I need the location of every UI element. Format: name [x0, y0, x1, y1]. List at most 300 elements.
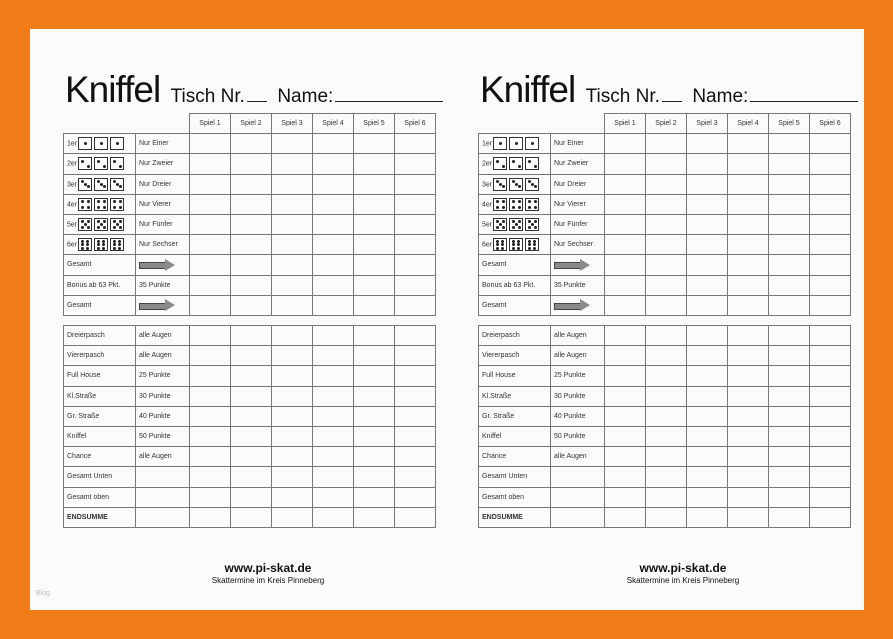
- lower-score-cell[interactable]: [605, 326, 646, 346]
- footer-subtitle: Skattermine im Kreis Pinneberg: [626, 576, 740, 585]
- lower-score-cell[interactable]: [810, 346, 851, 366]
- lower-row: [479, 366, 851, 386]
- upper-score-cell[interactable]: [354, 134, 395, 154]
- gesamt-total-score-cell[interactable]: [646, 295, 687, 315]
- lower-score-cell[interactable]: [646, 366, 687, 386]
- upper-score-cell[interactable]: [231, 154, 272, 174]
- lower-score-cell[interactable]: [354, 447, 395, 467]
- arrow-right-icon: [554, 300, 590, 310]
- lower-score-cell[interactable]: [354, 426, 395, 446]
- lower-category-label: Full House: [479, 366, 551, 386]
- lower-score-cell[interactable]: [313, 406, 354, 426]
- spiel-header-3: Spiel 3: [272, 114, 313, 134]
- upper-score-cell[interactable]: [687, 194, 728, 214]
- endsumme-score-cell[interactable]: [231, 507, 272, 527]
- upper-score-cell[interactable]: [231, 214, 272, 234]
- lower-score-cell[interactable]: [810, 426, 851, 446]
- upper-score-cell[interactable]: [313, 235, 354, 255]
- gesamt-score-cell[interactable]: [687, 255, 728, 275]
- upper-score-cell[interactable]: [728, 134, 769, 154]
- lower-category-label: Kl.Straße: [64, 386, 136, 406]
- upper-score-cell[interactable]: [272, 214, 313, 234]
- lower-score-cell[interactable]: [354, 326, 395, 346]
- lower-score-cell[interactable]: [190, 326, 231, 346]
- gesamt-score-cell[interactable]: [231, 255, 272, 275]
- gesamt-total-score-cell[interactable]: [810, 295, 851, 315]
- gesamt-total-score-cell[interactable]: [605, 295, 646, 315]
- lower-score-cell[interactable]: [313, 426, 354, 446]
- gesamt-total-score-cell[interactable]: [190, 295, 231, 315]
- lower-score-cell[interactable]: [646, 426, 687, 446]
- endsumme-score-cell[interactable]: [605, 507, 646, 527]
- upper-score-cell[interactable]: [687, 174, 728, 194]
- lower-row: [479, 346, 851, 366]
- gesamt-score-cell[interactable]: [190, 255, 231, 275]
- upper-score-cell[interactable]: [395, 214, 436, 234]
- die-3-icon: [525, 178, 539, 191]
- tisch-label: Tisch Nr.: [170, 86, 245, 107]
- bonus-score-cell[interactable]: [313, 275, 354, 295]
- name-blank[interactable]: [750, 101, 858, 102]
- lower-score-cell[interactable]: [395, 326, 436, 346]
- category-desc: Nur Vierer: [551, 194, 605, 214]
- lower-score-cell[interactable]: [231, 346, 272, 366]
- sheet-header: [65, 69, 443, 109]
- lower-score-cell[interactable]: [728, 386, 769, 406]
- upper-score-cell[interactable]: [646, 194, 687, 214]
- upper-score-cell[interactable]: [231, 134, 272, 154]
- upper-score-cell[interactable]: [605, 214, 646, 234]
- upper-score-cell[interactable]: [810, 154, 851, 174]
- upper-score-cell[interactable]: [769, 194, 810, 214]
- lower-score-cell[interactable]: [231, 406, 272, 426]
- die-5-icon: [509, 218, 523, 231]
- lower-score-cell[interactable]: [646, 346, 687, 366]
- lower-score-cell[interactable]: [272, 366, 313, 386]
- endsumme-score-cell[interactable]: [810, 507, 851, 527]
- gesamt-total-row: [64, 295, 436, 315]
- upper-score-cell[interactable]: [769, 235, 810, 255]
- upper-score-cell[interactable]: [646, 134, 687, 154]
- endsumme-score-cell[interactable]: [272, 507, 313, 527]
- lower-score-cell[interactable]: [687, 406, 728, 426]
- lower-score-cell[interactable]: [395, 406, 436, 426]
- score-sheet-left: [63, 29, 473, 610]
- lower-category-desc: 25 Punkte: [136, 366, 190, 386]
- gesamt-total-score-cell[interactable]: [687, 295, 728, 315]
- gesamt-total-score-cell[interactable]: [769, 295, 810, 315]
- upper-score-cell[interactable]: [810, 174, 851, 194]
- lower-score-cell[interactable]: [728, 406, 769, 426]
- bonus-score-cell[interactable]: [810, 275, 851, 295]
- lower-row: [479, 386, 851, 406]
- lower-score-cell[interactable]: [190, 386, 231, 406]
- die-1-icon: [110, 137, 124, 150]
- die-3-icon: [493, 178, 507, 191]
- gesamt-unten-score-cell[interactable]: [769, 467, 810, 487]
- lower-score-cell[interactable]: [190, 447, 231, 467]
- lower-score-cell[interactable]: [687, 426, 728, 446]
- lower-score-cell[interactable]: [810, 366, 851, 386]
- gesamt-oben-score-cell[interactable]: [646, 487, 687, 507]
- die-3-icon: [94, 178, 108, 191]
- lower-score-cell[interactable]: [313, 447, 354, 467]
- endsumme-label: ENDSUMME: [479, 507, 551, 527]
- gesamt-unten-score-cell[interactable]: [395, 467, 436, 487]
- category-desc: Nur Fünfer: [551, 214, 605, 234]
- tisch-blank[interactable]: [662, 101, 682, 102]
- upper-score-cell[interactable]: [605, 174, 646, 194]
- category-desc: Nur Einer: [136, 134, 190, 154]
- upper-score-cell[interactable]: [605, 134, 646, 154]
- upper-score-cell[interactable]: [395, 154, 436, 174]
- lower-score-cell[interactable]: [810, 326, 851, 346]
- endsumme-score-cell[interactable]: [728, 507, 769, 527]
- bonus-score-cell[interactable]: [605, 275, 646, 295]
- lower-score-cell[interactable]: [395, 346, 436, 366]
- endsumme-score-cell[interactable]: [646, 507, 687, 527]
- gesamt-score-cell[interactable]: [354, 255, 395, 275]
- lower-score-cell[interactable]: [687, 326, 728, 346]
- lower-score-cell[interactable]: [810, 447, 851, 467]
- upper-score-cell[interactable]: [728, 194, 769, 214]
- upper-score-cell[interactable]: [687, 235, 728, 255]
- lower-score-cell[interactable]: [646, 406, 687, 426]
- lower-score-cell[interactable]: [728, 346, 769, 366]
- gesamt-unten-score-cell[interactable]: [354, 467, 395, 487]
- category-desc: Nur Vierer: [136, 194, 190, 214]
- lower-score-cell[interactable]: [687, 366, 728, 386]
- upper-score-cell[interactable]: [272, 194, 313, 214]
- name-blank[interactable]: [335, 101, 443, 102]
- lower-score-cell[interactable]: [769, 366, 810, 386]
- lower-score-cell[interactable]: [190, 406, 231, 426]
- lower-score-cell[interactable]: [272, 386, 313, 406]
- gesamt-score-cell[interactable]: [769, 255, 810, 275]
- upper-score-cell[interactable]: [354, 235, 395, 255]
- gesamt-unten-score-cell[interactable]: [231, 467, 272, 487]
- upper-score-cell[interactable]: [646, 174, 687, 194]
- gesamt-oben-score-cell[interactable]: [728, 487, 769, 507]
- sheet-footer: [478, 561, 888, 585]
- lower-score-cell[interactable]: [810, 406, 851, 426]
- lower-score-cell[interactable]: [272, 426, 313, 446]
- lower-score-cell[interactable]: [395, 366, 436, 386]
- bonus-score-cell[interactable]: [769, 275, 810, 295]
- lower-category-label: Full House: [64, 366, 136, 386]
- upper-score-cell[interactable]: [605, 194, 646, 214]
- bonus-score-cell[interactable]: [395, 275, 436, 295]
- bonus-score-cell[interactable]: [728, 275, 769, 295]
- lower-score-cell[interactable]: [231, 326, 272, 346]
- lower-score-cell[interactable]: [728, 447, 769, 467]
- die-1-icon: [509, 137, 523, 150]
- upper-score-cell[interactable]: [190, 134, 231, 154]
- lower-score-cell[interactable]: [231, 386, 272, 406]
- lower-category-label: Dreierpasch: [479, 326, 551, 346]
- endsumme-score-cell[interactable]: [354, 507, 395, 527]
- spiel-header-2: Spiel 2: [231, 114, 272, 134]
- lower-score-cell[interactable]: [190, 426, 231, 446]
- upper-score-cell[interactable]: [395, 194, 436, 214]
- upper-score-cell[interactable]: [728, 214, 769, 234]
- bonus-score-cell[interactable]: [354, 275, 395, 295]
- lower-category-desc: 30 Punkte: [551, 386, 605, 406]
- upper-score-cell[interactable]: [190, 235, 231, 255]
- lower-score-cell[interactable]: [646, 386, 687, 406]
- upper-score-cell[interactable]: [605, 235, 646, 255]
- lower-score-cell[interactable]: [313, 366, 354, 386]
- endsumme-score-cell[interactable]: [395, 507, 436, 527]
- bonus-score-cell[interactable]: [272, 275, 313, 295]
- dice-category-cell: [479, 194, 551, 214]
- endsumme-score-cell[interactable]: [769, 507, 810, 527]
- upper-score-cell[interactable]: [190, 194, 231, 214]
- category-desc: Nur Dreier: [551, 174, 605, 194]
- upper-score-cell[interactable]: [313, 134, 354, 154]
- upper-score-cell[interactable]: [769, 174, 810, 194]
- upper-score-cell[interactable]: [769, 214, 810, 234]
- upper-score-cell[interactable]: [354, 174, 395, 194]
- upper-score-cell[interactable]: [810, 235, 851, 255]
- gesamt-oben-score-cell[interactable]: [687, 487, 728, 507]
- gesamt-oben-score-cell[interactable]: [769, 487, 810, 507]
- lower-score-cell[interactable]: [646, 326, 687, 346]
- spiel-header-row: [64, 114, 436, 134]
- gesamt-label: Gesamt: [64, 295, 136, 315]
- upper-score-cell[interactable]: [231, 194, 272, 214]
- upper-score-cell[interactable]: [272, 154, 313, 174]
- spiel-header-1: Spiel 1: [190, 114, 231, 134]
- lower-score-cell[interactable]: [769, 447, 810, 467]
- die-6-icon: [493, 238, 507, 251]
- category-count: 2er: [67, 160, 78, 168]
- category-count: 6er: [67, 241, 78, 249]
- lower-score-cell[interactable]: [605, 447, 646, 467]
- upper-score-cell[interactable]: [728, 154, 769, 174]
- tisch-blank[interactable]: [247, 101, 267, 102]
- dice-group: [493, 198, 539, 211]
- upper-score-cell[interactable]: [810, 134, 851, 154]
- upper-score-cell[interactable]: [313, 214, 354, 234]
- gesamt-unten-score-cell[interactable]: [728, 467, 769, 487]
- gesamt-unten-score-cell[interactable]: [605, 467, 646, 487]
- upper-score-cell[interactable]: [395, 174, 436, 194]
- upper-score-cell[interactable]: [231, 174, 272, 194]
- endsumme-label: ENDSUMME: [64, 507, 136, 527]
- gesamt-oben-score-cell[interactable]: [605, 487, 646, 507]
- lower-category-label: Viererpasch: [479, 346, 551, 366]
- bonus-score-cell[interactable]: [646, 275, 687, 295]
- upper-score-cell[interactable]: [687, 214, 728, 234]
- upper-score-cell[interactable]: [605, 154, 646, 174]
- endsumme-score-cell[interactable]: [313, 507, 354, 527]
- footer-url: www.pi-skat.de: [639, 561, 727, 575]
- lower-score-cell[interactable]: [231, 447, 272, 467]
- gesamt-unten-score-cell[interactable]: [646, 467, 687, 487]
- upper-score-cell[interactable]: [395, 235, 436, 255]
- category-count: 1er: [482, 140, 493, 148]
- die-4-icon: [94, 198, 108, 211]
- bonus-score-cell[interactable]: [190, 275, 231, 295]
- lower-score-cell[interactable]: [395, 426, 436, 446]
- lower-row: [479, 426, 851, 446]
- lower-score-cell[interactable]: [605, 346, 646, 366]
- upper-score-cell[interactable]: [313, 154, 354, 174]
- lower-score-cell[interactable]: [313, 346, 354, 366]
- upper-score-cell[interactable]: [728, 174, 769, 194]
- upper-score-cell[interactable]: [810, 194, 851, 214]
- category-desc: Nur Fünfer: [136, 214, 190, 234]
- upper-score-cell[interactable]: [646, 154, 687, 174]
- gesamt-unten-score-cell[interactable]: [810, 467, 851, 487]
- dice-category-cell: [64, 154, 136, 174]
- lower-score-cell[interactable]: [272, 346, 313, 366]
- lower-score-cell[interactable]: [313, 326, 354, 346]
- upper-score-cell[interactable]: [231, 235, 272, 255]
- upper-score-cell[interactable]: [769, 134, 810, 154]
- dice-category-cell: [64, 174, 136, 194]
- upper-score-cell[interactable]: [395, 134, 436, 154]
- lower-row: [479, 447, 851, 467]
- gesamt-label: Gesamt: [64, 255, 136, 275]
- gesamt-unten-score-cell[interactable]: [190, 467, 231, 487]
- upper-score-cell[interactable]: [354, 154, 395, 174]
- gesamt-score-cell[interactable]: [646, 255, 687, 275]
- gesamt-unten-score-cell[interactable]: [272, 467, 313, 487]
- gesamt-oben-score-cell[interactable]: [810, 487, 851, 507]
- die-2-icon: [525, 157, 539, 170]
- gesamt-score-cell[interactable]: [313, 255, 354, 275]
- gesamt-total-score-cell[interactable]: [272, 295, 313, 315]
- gesamt-score-cell[interactable]: [605, 255, 646, 275]
- gesamt-oben-score-cell[interactable]: [272, 487, 313, 507]
- gesamt-total-score-cell[interactable]: [354, 295, 395, 315]
- lower-score-table: [63, 325, 436, 528]
- category-desc: Nur Zweier: [551, 154, 605, 174]
- endsumme-score-cell[interactable]: [687, 507, 728, 527]
- upper-row: [479, 214, 851, 234]
- lower-score-cell[interactable]: [354, 346, 395, 366]
- gesamt-oben-score-cell[interactable]: [395, 487, 436, 507]
- upper-score-cell[interactable]: [190, 174, 231, 194]
- dice-group: [78, 198, 124, 211]
- upper-score-cell[interactable]: [272, 134, 313, 154]
- lower-score-cell[interactable]: [605, 406, 646, 426]
- dice-group: [493, 178, 539, 191]
- lower-score-cell[interactable]: [728, 326, 769, 346]
- gesamt-total-score-cell[interactable]: [313, 295, 354, 315]
- upper-score-cell[interactable]: [687, 134, 728, 154]
- gesamt-oben-score-cell[interactable]: [313, 487, 354, 507]
- gesamt-score-cell[interactable]: [728, 255, 769, 275]
- bonus-points: 35 Punkte: [551, 275, 605, 295]
- gesamt-score-cell[interactable]: [272, 255, 313, 275]
- lower-score-cell[interactable]: [769, 386, 810, 406]
- lower-score-cell[interactable]: [687, 386, 728, 406]
- lower-score-cell[interactable]: [354, 406, 395, 426]
- gesamt-score-cell[interactable]: [810, 255, 851, 275]
- arrow-right-icon: [139, 260, 175, 270]
- upper-score-cell[interactable]: [769, 154, 810, 174]
- lower-score-cell[interactable]: [605, 386, 646, 406]
- gesamt-total-score-cell[interactable]: [231, 295, 272, 315]
- endsumme-row: [479, 507, 851, 527]
- gesamt-oben-score-cell[interactable]: [231, 487, 272, 507]
- lower-score-cell[interactable]: [272, 406, 313, 426]
- lower-score-cell[interactable]: [728, 366, 769, 386]
- lower-score-cell[interactable]: [354, 386, 395, 406]
- upper-score-cell[interactable]: [272, 235, 313, 255]
- upper-score-cell[interactable]: [190, 214, 231, 234]
- lower-score-cell[interactable]: [395, 447, 436, 467]
- lower-score-cell[interactable]: [769, 406, 810, 426]
- lower-score-cell[interactable]: [272, 447, 313, 467]
- upper-score-cell[interactable]: [728, 235, 769, 255]
- upper-score-cell[interactable]: [313, 194, 354, 214]
- upper-score-cell[interactable]: [646, 214, 687, 234]
- upper-score-cell[interactable]: [272, 174, 313, 194]
- lower-score-cell[interactable]: [354, 366, 395, 386]
- gesamt-unten-score-cell[interactable]: [313, 467, 354, 487]
- upper-score-cell[interactable]: [354, 214, 395, 234]
- lower-score-cell[interactable]: [810, 386, 851, 406]
- gesamt-unten-score-cell[interactable]: [687, 467, 728, 487]
- lower-score-cell[interactable]: [687, 346, 728, 366]
- lower-score-cell[interactable]: [395, 386, 436, 406]
- die-5-icon: [493, 218, 507, 231]
- bonus-score-cell[interactable]: [231, 275, 272, 295]
- upper-score-cell[interactable]: [646, 235, 687, 255]
- lower-category-label: Kniffel: [479, 426, 551, 446]
- lower-row: [64, 386, 436, 406]
- lower-score-cell[interactable]: [231, 366, 272, 386]
- lower-score-cell[interactable]: [605, 366, 646, 386]
- lower-score-cell[interactable]: [769, 426, 810, 446]
- blank-corner: [64, 114, 136, 134]
- lower-score-cell[interactable]: [605, 426, 646, 446]
- endsumme-score-cell[interactable]: [190, 507, 231, 527]
- gesamt-total-score-cell[interactable]: [395, 295, 436, 315]
- gesamt-oben-score-cell[interactable]: [190, 487, 231, 507]
- lower-score-cell[interactable]: [687, 447, 728, 467]
- lower-row: [64, 447, 436, 467]
- gesamt-oben-score-cell[interactable]: [354, 487, 395, 507]
- gesamt-total-score-cell[interactable]: [728, 295, 769, 315]
- gesamt-label: Gesamt: [479, 255, 551, 275]
- upper-score-cell[interactable]: [190, 154, 231, 174]
- lower-score-cell[interactable]: [728, 426, 769, 446]
- lower-score-cell[interactable]: [190, 366, 231, 386]
- lower-row: [64, 366, 436, 386]
- lower-score-cell[interactable]: [272, 326, 313, 346]
- dice-group: [78, 238, 124, 251]
- lower-score-cell[interactable]: [313, 386, 354, 406]
- bonus-score-cell[interactable]: [687, 275, 728, 295]
- lower-category-desc: 40 Punkte: [136, 406, 190, 426]
- lower-score-cell[interactable]: [646, 447, 687, 467]
- upper-score-cell[interactable]: [313, 174, 354, 194]
- upper-score-cell[interactable]: [354, 194, 395, 214]
- upper-score-cell[interactable]: [810, 214, 851, 234]
- gesamt-score-cell[interactable]: [395, 255, 436, 275]
- lower-score-cell[interactable]: [231, 426, 272, 446]
- lower-score-cell[interactable]: [190, 346, 231, 366]
- upper-row: [64, 194, 436, 214]
- lower-score-cell[interactable]: [769, 346, 810, 366]
- upper-score-cell[interactable]: [687, 154, 728, 174]
- lower-score-cell[interactable]: [769, 326, 810, 346]
